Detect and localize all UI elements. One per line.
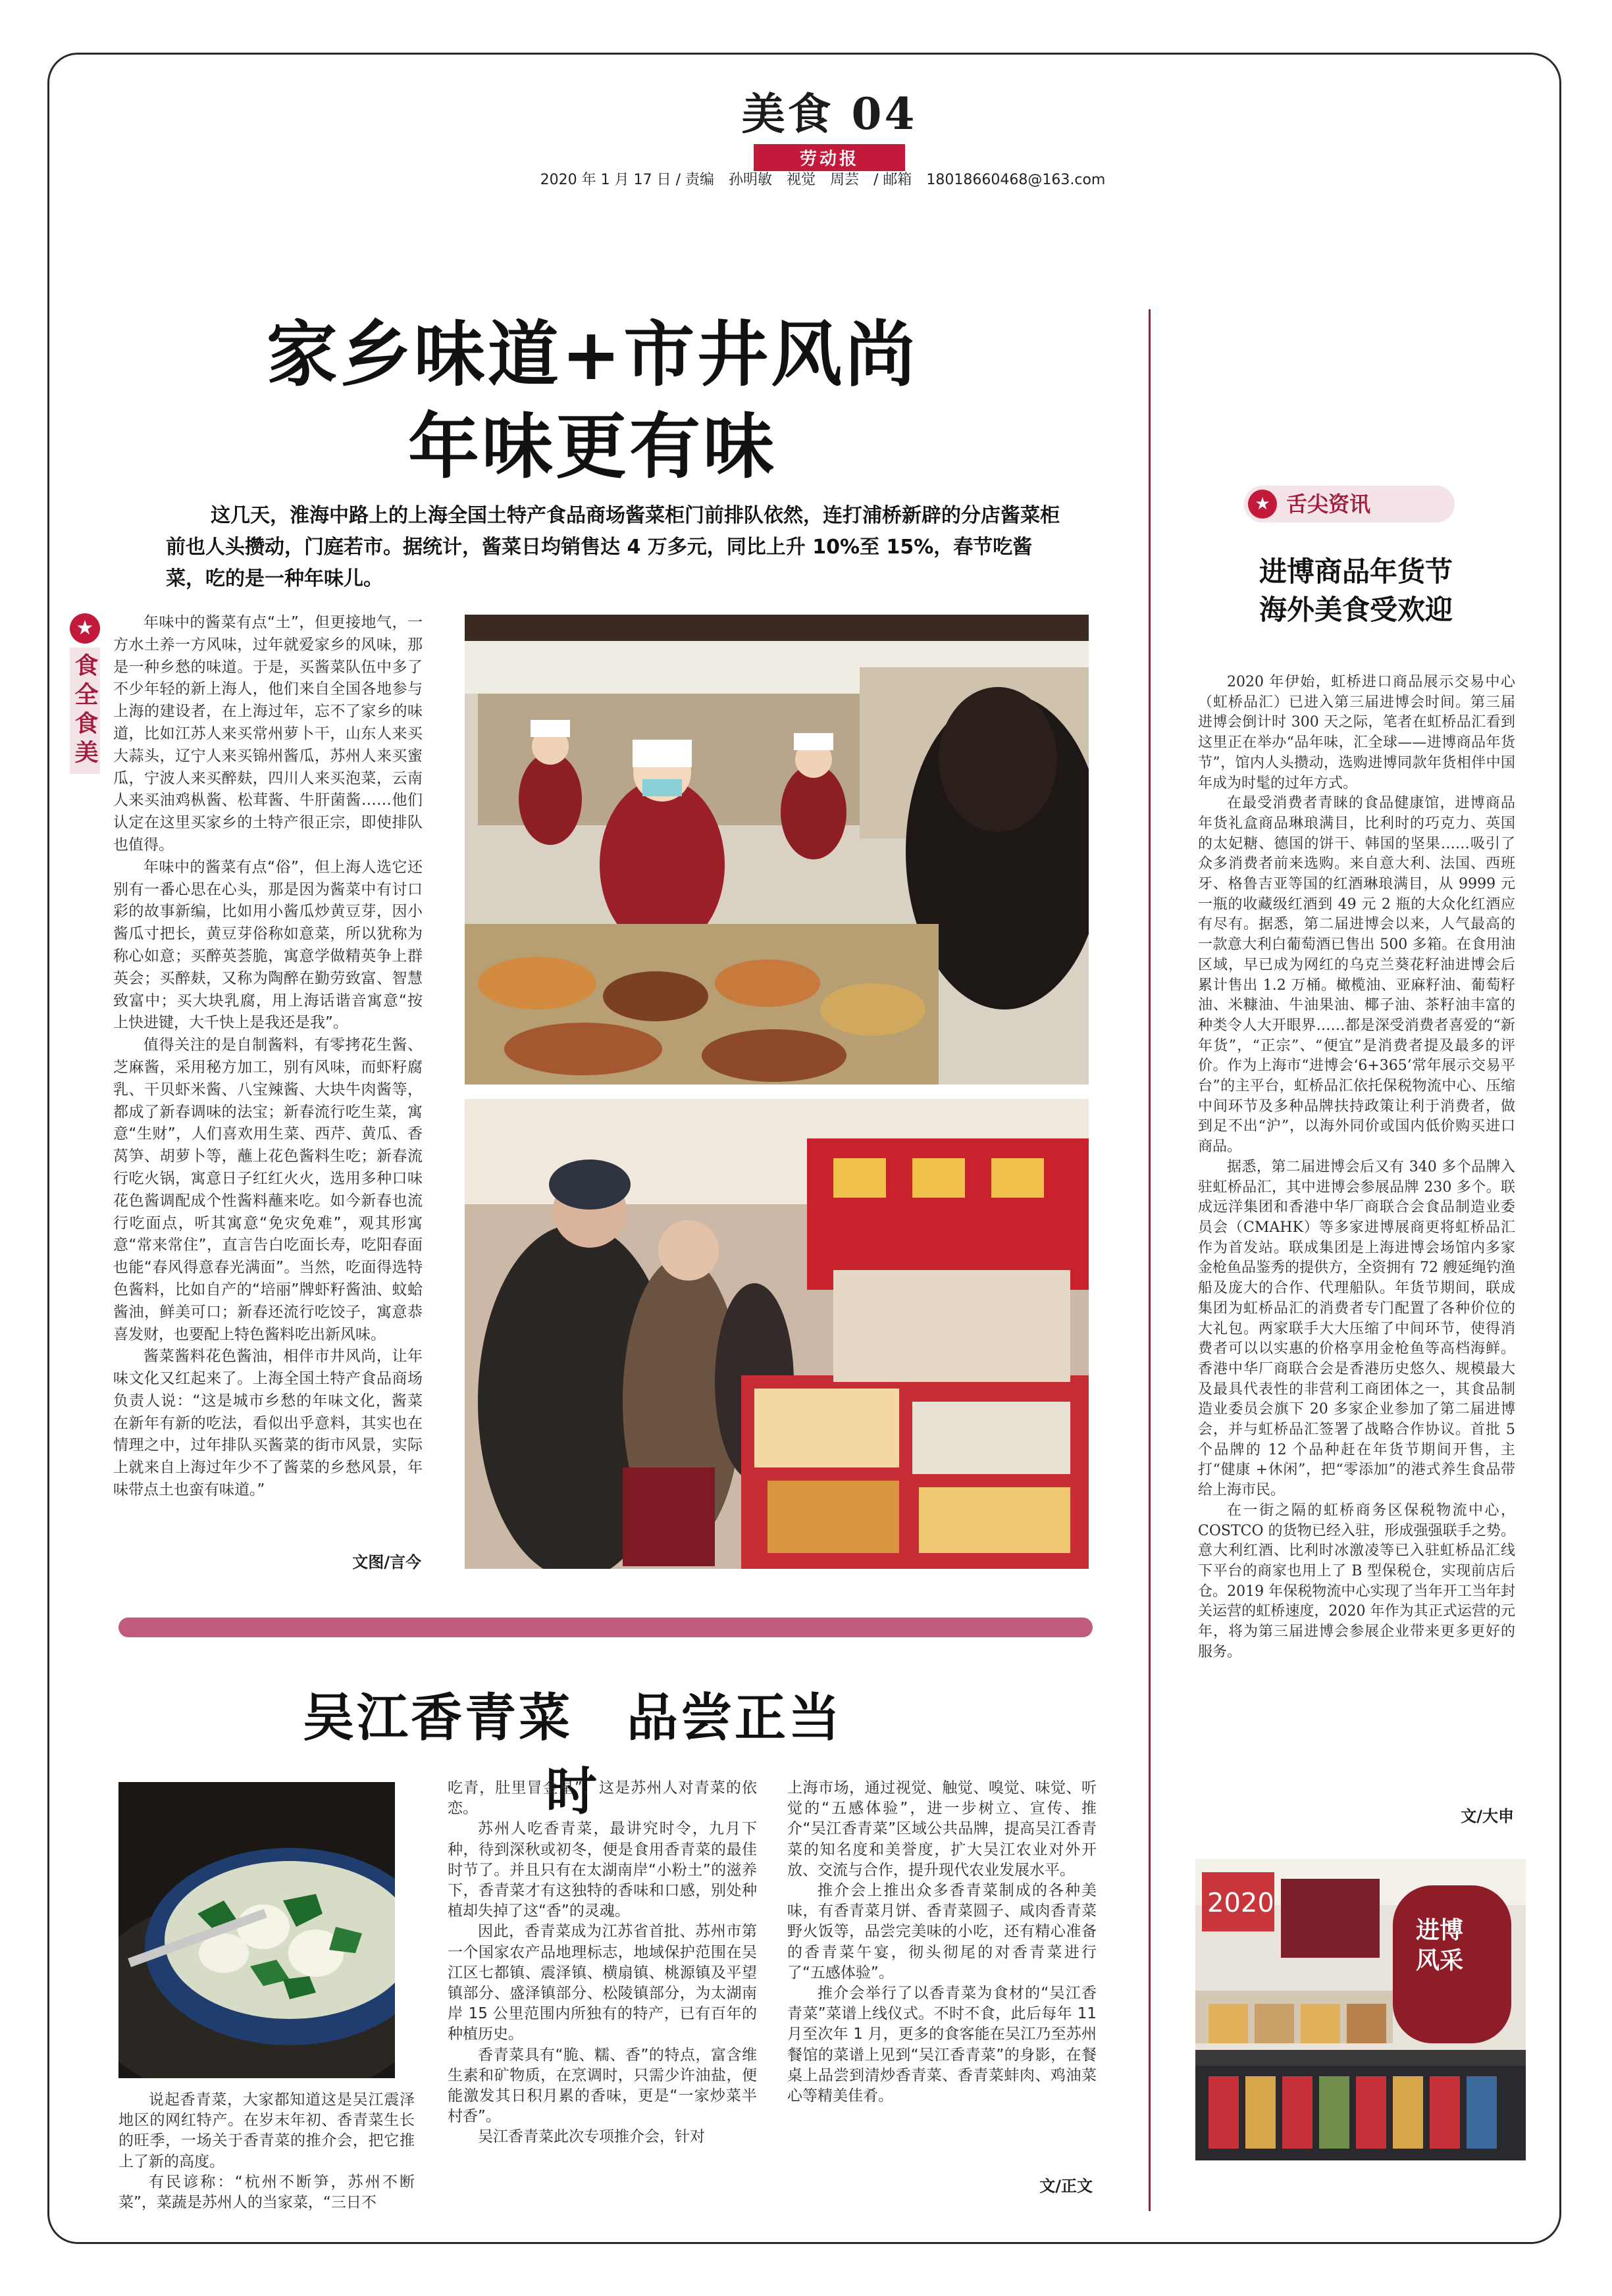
second-paragraph: 苏州人吃香青菜，最讲究时令，九月下种，待到深秋或初冬，便是食用香青菜的最佳时节了。并且只有在太湖南岸“小粉土”的滋养下，香青菜才有这独特的香味和口感，别处种植却失掉了这“香”的灵魂。 (448, 1820, 757, 1920)
sidebar-body (1198, 673, 1515, 1662)
main-paragraph: 值得关注的是自制酱料，有零拷花生酱、芝麻酱，采用秘方加工，别有风味，而虾籽腐乳、干贝虾米酱、八宝辣酱、大块牛肉酱等，都成了新春调味的法宝；新春流行吃生菜，寓意“生财”，人们喜欢用生菜、西芹、黄瓜、香莴笋、胡萝卜等，蘸上花色酱料生吃；新春流行吃火锅，寓意日子红红火火，选用多种口味花色酱调配成个性酱料蘸来吃。如今新春也流行吃面点，听其寓意“免灾免难”，观其形寓意“常来常住”，直言告白吃面长寿，吃阳春面也能“春风得意春光满面”。当然，吃面得选特色酱料，比如自产的“培丽”牌虾籽酱油、蚊蛤酱油，鲜美可口；新春还流行吃饺子，寓意恭喜发财，也要配上特色酱料吃出新风味。 (113, 1036, 423, 1343)
second-story-col-c (787, 1778, 1097, 2106)
main-paragraph: 年味中的酱菜有点“俗”，但上海人选它还别有一番心思在心头，那是因为酱菜中有讨口彩的故事新编，比如用小酱瓜炒黄豆芽，因小酱瓜寸把长，黄豆芽俗称如意菜，所以犹称为称心如意；买醉英荟脆，寓意学做精英争上群英会；买醉麸，又称为陶醉在勤劳致富、智慧致富中；买大块乳腐，用上海话谐音寓意“按上快进键，大千快上是我还是我”。 (113, 858, 423, 1032)
photo-expo-shelf (1195, 1859, 1526, 2160)
section-divider (118, 1618, 1093, 1637)
masthead (658, 79, 1001, 171)
column-rule (1149, 309, 1151, 2211)
second-story-col-a (118, 2090, 415, 2213)
second-paragraph: 香青菜具有“脆、糯、香”的特点，富含维生素和矿物质，在烹调时，只需少许油盐，便能激发其日积月累的香味，更是“一家炒菜半村香”。 (448, 2046, 757, 2126)
main-byline: 文图/言今 (352, 1553, 421, 1571)
main-paragraph: 酱菜酱料花色酱油，相伴市井风尚，让年味文化又红起来了。上海全国土特产食品商场负责人说：“这是城市乡愁的年味文化，酱菜在新年有新的吃法，看似出乎意料，其实也在情理之中，过年排队买酱菜的街市风景，实际上就来自上海过年少不了酱菜的乡愁风景，年味带点土也蛮有味道。” (113, 1348, 423, 1499)
main-headline (217, 309, 968, 494)
sidebar-tag (1244, 486, 1455, 523)
photo-pickle-counter (465, 615, 1089, 1084)
main-story-body (113, 612, 423, 1502)
second-paragraph: 上海市场，通过视觉、触觉、嗅觉、味觉、听觉的“五感体验”，进一步树立、宣传、推介“吴江香青菜”区域公共品牌，提高吴江香青菜的知名度和美誉度，扩大吴江农业对外开放、交流与合作，提升现代农业发展水平。 (787, 1779, 1097, 1879)
main-paragraph: 年味中的酱菜有点“土”，但更接地气，一方水土养一方风味，过年就爱家乡的风味，那是一种乡愁的味道。于是，买酱菜队伍中多了不少年轻的新上海人，他们来自全国各地参与上海的建设者，在上海过年，忘不了家乡的味道，比如江苏人来买常州萝卜干，山东人来买大蒜头，辽宁人来买锦州酱瓜，苏州人来买蜜瓜，宁波人来买醉麸，四川人来买泡菜，云南人来买油鸡枞酱、松茸酱、牛肝菌酱……他们认定在这里买家乡的土特产很正宗，即使排队也值得。 (113, 614, 423, 854)
second-paragraph: 吃青，肚里冒金星”，这是苏州人对青菜的依恋。 (448, 1779, 757, 1818)
second-paragraph: 说起香青菜，大家都知道这是吴江震泽地区的网红特产。在岁末年初、香青菜生长的旺季，一场关于香青菜的推介会，把它推上了新的高度。 (118, 2091, 415, 2170)
main-lead: 这几天，淮海中路上的上海全国土特产食品商场酱菜柜门前排队依然，连打浦桥新辟的分店酱菜柜前也人头攒动，门庭若市。据统计，酱菜日均销售达 4 万多元，同比上升 10%至 15%，春节吃酱菜，吃的是一种年味儿。 (166, 504, 1060, 590)
photo-green-vegetable-soup (118, 1782, 395, 2078)
photo-banner-text: 2020 (1207, 1888, 1274, 1918)
dateline: 2020 年 1 月 17 日 / 责编 孙明敏 视觉 周芸 / 邮箱 18018660468@163.com (540, 172, 1106, 188)
star-icon: ★ (70, 613, 100, 644)
svg-text:进博: 进博 (1416, 1917, 1464, 1944)
second-paragraph: 推介会举行了以香青菜为食材的“吴江香青菜”菜谱上线仪式。不时不食，此后每年 11 月至次年 1 月，更多的食客能在吴江乃至苏州餐馆的菜谱上见到“吴江香青菜”的身影，在餐桌上品尝到清炒香青菜、香青菜蚌肉、鸡油菜心等精美佳肴。 (787, 1985, 1097, 2105)
main-headline-line1: 家乡味道+市井风尚 (266, 314, 919, 396)
second-story-col-b (448, 1778, 757, 2148)
photo-market-shoppers (465, 1099, 1089, 1569)
sidebar-headline-line1: 进博商品年货节 (1259, 555, 1453, 588)
second-byline: 文/正文 (1039, 2177, 1093, 2195)
sidebar-tag-label: 舌尖资讯 (1286, 492, 1371, 517)
paper-badge: 劳动报 (754, 144, 905, 171)
sidebar-paragraph: 在最受消费者青睐的食品健康馆，进博商品年货礼盒商品琳琅满目，比利时的巧克力、英国的太妃糖、德国的饼干、韩国的坚果……吸引了众多消费者前来选购。来自意大利、法国、西班牙、格鲁吉亚等国的红酒琳琅满目，从 9999 元一瓶的收藏级红酒到 49 元 2 瓶的大众化红酒应有尽有。据悉，第二届进博会以来，人气最高的一款意大利白葡萄酒已售出 500 多箱。在食用油区域，早已成为网红的乌克兰葵花籽油进博会后累计售出 1.2 万桶。橄榄油、亚麻籽油、葡萄籽油、米糠油、牛油果油、椰子油、茶籽油丰富的种类令人大开眼界……都是深受消费者喜爱的“新年货”，“正宗”、“便宜”是消费者提及最多的评价。作为上海市“进博会‘6+365’常年展示交易平台”的主平台，虹桥品汇依托保税物流中心、压缩中间环节及多种品牌扶持政策让利于消费者，做到足不出“沪”，以海外同价或国内低价购买进口商品。 (1198, 795, 1515, 1156)
second-paragraph: 推介会上推出众多香青菜制成的各种美味，有香青菜月饼、香青菜圆子、咸肉香青菜野火饭等，品尝完美味的小吃，还有精心准备的香青菜午宴，彻头彻尾的对香青菜进行了“五感体验”。 (787, 1882, 1097, 1981)
sidebar-paragraph: 据悉，第二届进博会后又有 340 多个品牌入驻虹桥品汇，其中进博会参展品牌 230 多个。联成远洋集团和香港中华厂商联合会食品制造业委员会（CMAHK）等多家进博展商更将虹桥品汇作为首发站。联成集团是上海进博会场馆内多家金枪鱼品鉴秀的提供方，全资拥有 72 艘延绳钓渔船及庞大的合作、代理船队。年货节期间，联成集团为虹桥品汇的消费者专门配置了各种价位的大礼包。两家联手大大压缩了中间环节，使得消费者可以以实惠的价格享用金枪鱼等高档海鲜。香港中华厂商联合会是香港历史悠久、规模最大及最具代表性的非营利工商团体之一，其食品制造业委员会旗下 20 多家企业参加了第二届进博会，并与虹桥品汇签署了战略合作协议。首批 5 个品牌的 12 个品种赶在年货节期间开售，主打“健康 +休闲”，把“零添加”的港式养生食品带给上海市民。 (1198, 1158, 1515, 1499)
svg-text:风采: 风采 (1416, 1947, 1464, 1974)
sidebar-paragraph: 2020 年伊始，虹桥进口商品展示交易中心（虹桥品汇）已进入第三届进博会时间。第三届进博会倒计时 300 天之际，笔者在虹桥品汇看到这里正在举办“品年味，汇全球——进博商品年货节”，馆内人头攒动，选购进博同款年货相伴中国年成为时髦的过年方式。 (1198, 674, 1515, 792)
column-tag-label: 食全食美 (70, 648, 100, 774)
sidebar-headline-line2: 海外美食受欢迎 (1259, 594, 1453, 626)
second-paragraph: 有民谚称：“杭州不断笋，苏州不断菜”，菜蔬是苏州人的当家菜，“三日不 (118, 2173, 415, 2212)
second-paragraph: 因此，香青菜成为江苏省首批、苏州市第一个国家农产品地理标志，地域保护范围在吴江区七都镇、震泽镇、横扇镇、桃源镇及平望镇部分、盛泽镇部分、松陵镇部分，为太湖南岸 15 公里范围内所独有的特产，已有百年的种植历史。 (448, 1923, 757, 2043)
main-headline-line2: 年味更有味 (407, 406, 777, 488)
sidebar-paragraph: 在一街之隔的虹桥商务区保税物流中心，COSTCO 的货物已经入驻，形成强强联手之势。意大利红酒、比利时冰激凌等已入驻虹桥品汇线下平台的商家也用上了 B 型保税仓，实现前店后仓。2019 年保税物流中心实现了当年开工当年封关运营的虹桥速度，2020 年作为其正式运营的元年，将为第三届进博会参展企业带来更多更好的服务。 (1198, 1502, 1515, 1660)
section-title: 美食 04 (741, 88, 918, 140)
sidebar-headline (1205, 553, 1507, 629)
star-icon: ★ (1248, 490, 1277, 519)
second-paragraph: 吴江香青菜此次专项推介会，针对 (478, 2128, 705, 2146)
column-tag (68, 613, 101, 774)
second-headline: 吴江香青菜 品尝正当时 (302, 1688, 843, 1822)
sidebar-byline: 文/大申 (1461, 1807, 1514, 1825)
